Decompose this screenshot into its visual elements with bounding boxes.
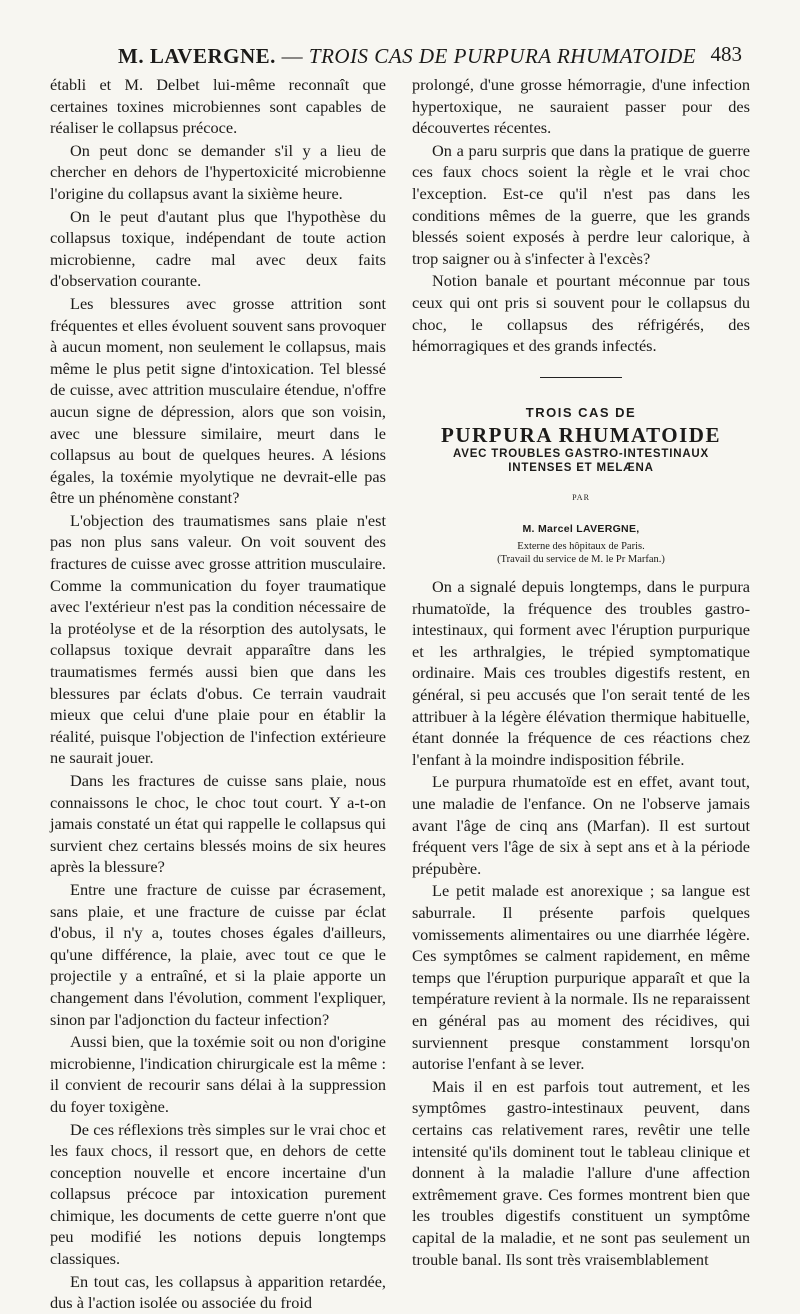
- right-column: [412, 74, 750, 1270]
- section-divider: [540, 377, 622, 378]
- paragraph: On peut donc se demander s'il y a lieu de chercher en dehors de l'hypertoxicité microbienne l'origine du collapsus avant la sixième heure.: [50, 140, 386, 203]
- page-number: 483: [710, 42, 742, 66]
- paragraph: Notion banale et pourtant méconnue par tous ceux qui ont pris si souvent pour le collapsus du choc, le collapsus des réfrigérés, des hémorragiques et des grands infectés.: [412, 271, 750, 356]
- paragraph: prolongé, d'une grosse hémorragie, d'une infection hypertoxique, ne sauraient passer pour des découvertes récentes.: [412, 75, 750, 138]
- article-subtitle: AVEC TROUBLES GASTRO-INTESTINAUX: [452, 447, 710, 460]
- article-subtitle: INTENSES ET MELÆNA: [508, 461, 654, 474]
- article-kicker: TROIS CAS DE: [525, 404, 637, 420]
- paragraph: Les blessures avec grosse attrition sont fréquentes et elles évoluent souvent sans provoquer à aucun moment, non seulement le collapsus, mais même le plus petit signe d'intoxication. Tel blessé de cuisse, avec attrition musculaire étendue, n'offre aucun signe de dépression, alors que son voisin, avec une blessure similaire, meurt dans le collapsus au bout de quelques heures. A lésions égales, la toxémie myolytique ne devrait-elle pas être un phénomène constant?: [50, 293, 386, 508]
- paragraph: L'objection des traumatismes sans plaie n'est pas non plus sans valeur. On voit souvent des fractures de cuisse avec grosse attrition musculaire. Comme la communication du foyer traumatique avec l'extérieur n'est pas la condition nécessaire de la protéolyse et de la résorption des autolysats, le collapsus toxique devrait apparaître dans les traumatismes fermés aussi bien que dans les blessures par éclats d'obus. Ce terrain vaudrait mieux que celui d'une plaie pour en établir la réalité, puisque l'objection de l'infection extérieure ne saurait jouer.: [50, 510, 386, 768]
- paragraph: Mais il en est parfois tout autrement, et les symptômes gastro-intestinaux peuvent, dans certains cas relativement rares, revêtir une telle intensité qu'ils dominent tout le tableau clinique et donnent à la maladie l'allure d'une affection extrêmement grave. Ces formes montrent bien que les troubles digestifs constituent un symptôme capital de la maladie, et ne sont pas seulement un trouble banal. Ils sont très vraisemblablement: [412, 1076, 750, 1269]
- paragraph: Entre une fracture de cuisse par écrasement, sans plaie, et une fracture de cuisse par éclat d'obus, il n'y a, toutes choses égales d'ailleurs, qu'une différence, la plaie, avec tout ce que le projectile y a entraîné, et si la plaie apporte un changement dans l'évolution, comment l'expliquer, sinon par l'adjonction du facteur infection?: [50, 879, 386, 1029]
- paragraph: On a paru surpris que dans la pratique de guerre ces faux chocs soient la règle et le vrai choc l'exception. Est-ce qu'il n'est pas dans les conditions mêmes de la guerre, que les grands blessés soient exposés à perdre leur calorique, à trop saigner ou à s'infecter à l'excès?: [412, 140, 750, 268]
- article-title: PURPURA RHUMATOIDE: [441, 423, 721, 448]
- paragraph: Dans les fractures de cuisse sans plaie, nous connaissons le choc, le choc tout court. Y a-t-on jamais constaté un état qui rappelle le collapsus qui survient chez certains blessés moins de six heures après la blessure?: [50, 771, 386, 877]
- paragraph: établi et M. Delbet lui-même reconnaît que certaines toxines microbiennes sont capables de réaliser le collapsus précoce.: [50, 75, 386, 138]
- paragraph: En tout cas, les collapsus à apparition retardée, dus à l'action isolée ou associée du froid: [50, 1271, 386, 1313]
- article-affiliation: Externe des hôpitaux de Paris.: [517, 541, 645, 553]
- paragraph: Le purpura rhumatoïde est en effet, avant tout, une maladie de l'enfance. On ne l'observe jamais avant l'âge de cinq ans (Marfan). Il est surtout fréquent vers l'âge de six à sept ans et à la période prépubère.: [412, 772, 750, 878]
- paragraph: Aussi bien, que la toxémie soit ou non d'origine microbienne, l'indication chirurgicale est la même : il convient de recourir sans délai à la suppression du foyer toxigène.: [50, 1032, 386, 1116]
- header-author: M. LAVERGNE.: [118, 44, 276, 68]
- header-separator: —: [275, 44, 309, 68]
- article-work-note: (Travail du service de M. le Pr Marfan.): [497, 554, 665, 566]
- left-column: [50, 74, 386, 1314]
- running-header: [58, 38, 748, 72]
- article-author: M. Marcel LAVERGNE,: [522, 522, 640, 535]
- running-head: [118, 44, 696, 69]
- paragraph: On a signalé depuis longtemps, dans le purpura rhumatoïde, la fréquence des troubles gastro-intestinaux, qui forment avec l'éruption purpurique et les arthralgies, le trépied symptomatique ordinaire. Mais ces troubles digestifs restent, en général, si peu accusés que l'on serait tenté de les attribuer à la légère élévation thermique habituelle, étant donnée la fréquence de ces réactions chez l'enfant à la moindre indisposition fébrile.: [412, 577, 750, 769]
- article-par: PAR: [572, 492, 590, 502]
- article-heading: [412, 402, 750, 566]
- paragraph: De ces réflexions très simples sur le vrai choc et les faux chocs, il ressort que, en dehors de cette conception nouvelle et encore incertaine d'un collapsus précoce par intoxication purement chimique, les documents de cette guerre n'ont que peu modifié les notions depuis longtemps classiques.: [50, 1119, 386, 1269]
- header-title: TROIS CAS DE PURPURA RHUMATOIDE: [308, 44, 697, 68]
- paragraph: Le petit malade est anorexique ; sa langue est saburrale. Il présente parfois quelques vomissements alimentaires ou une diarrhée légère. Ces symptômes se calment rapidement, en même temps que l'éruption purpurique apparaît et que la température revient à la normale. Ils ne reparaissent en général pas au moment des récidives, qui surviennent presque constamment lorsqu'on autorise l'enfant à se lever.: [412, 881, 750, 1074]
- paragraph: On le peut d'autant plus que l'hypothèse du collapsus toxique, indépendant de toute action microbienne, cadre mal avec deux faits d'observation courante.: [50, 206, 386, 291]
